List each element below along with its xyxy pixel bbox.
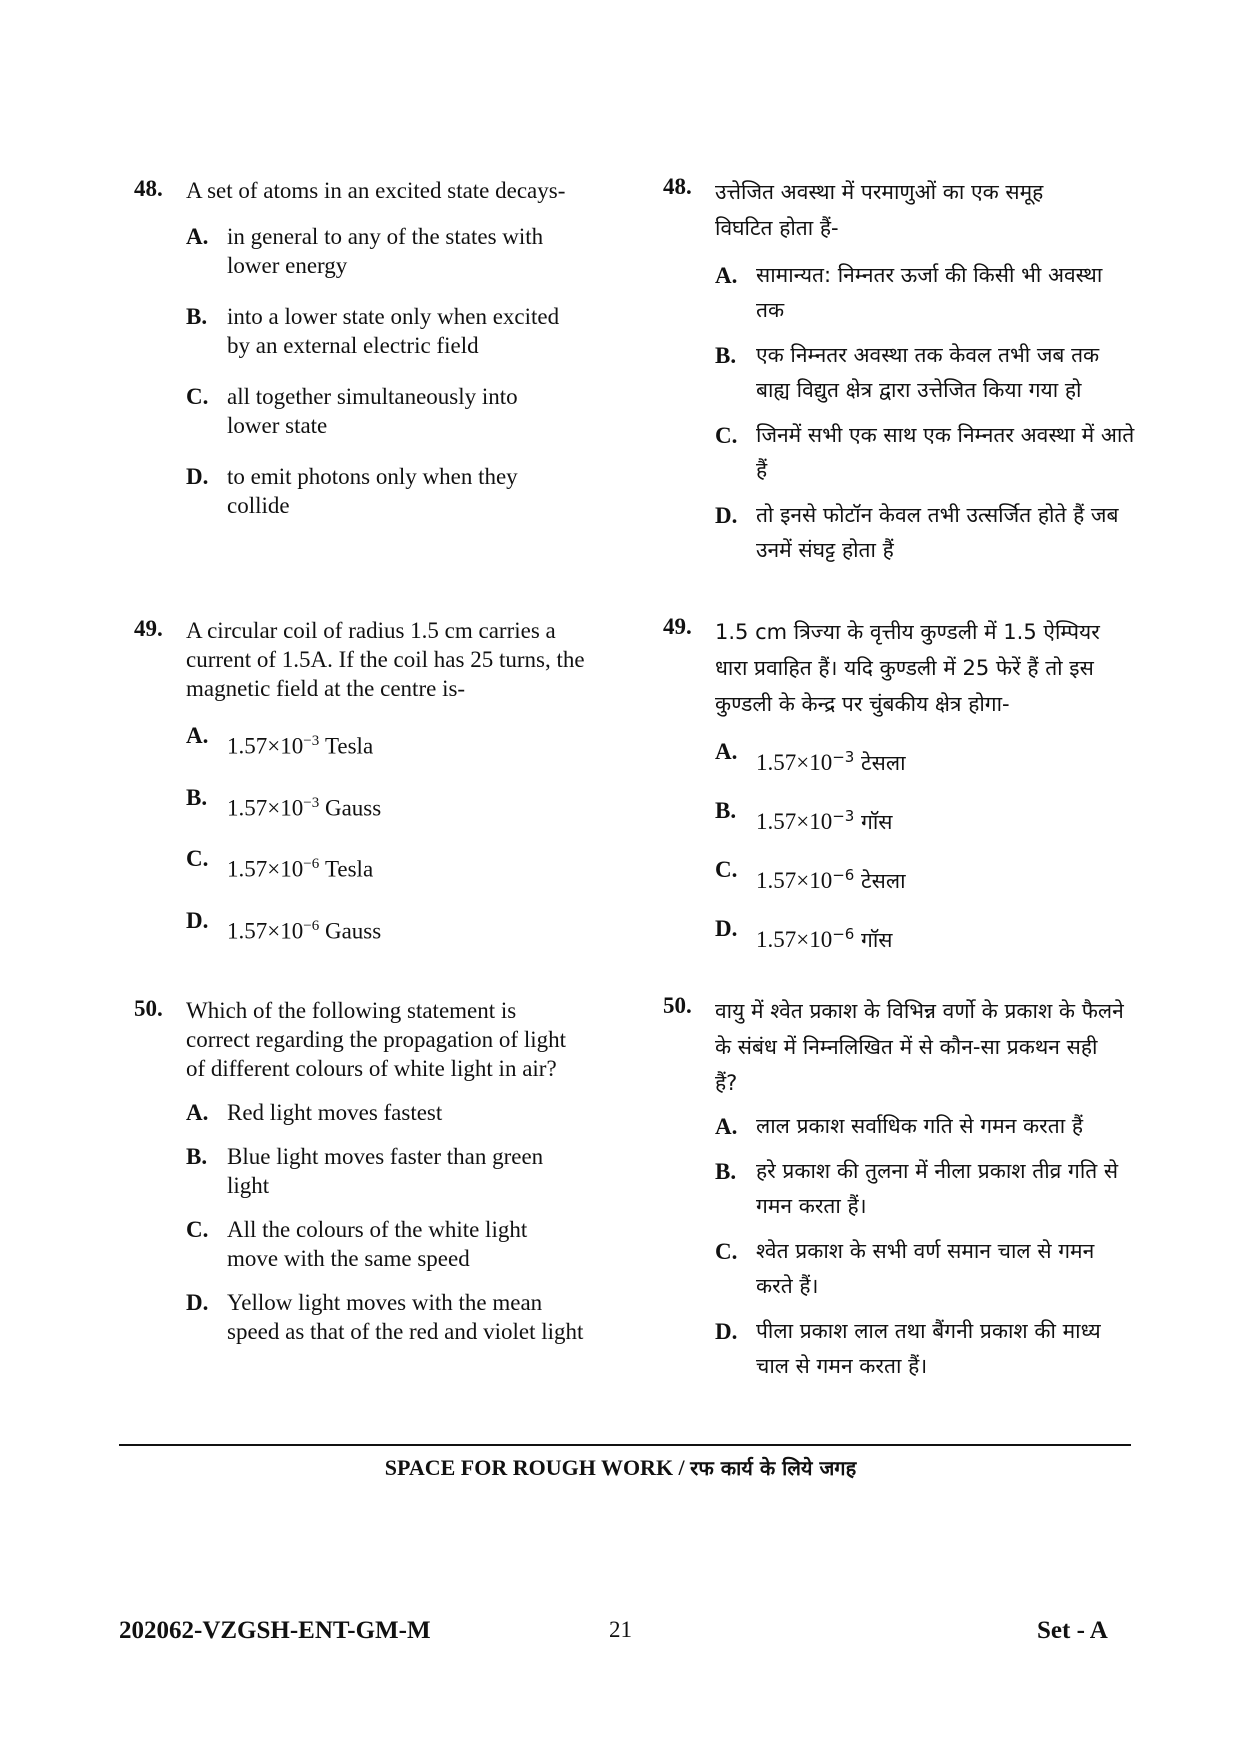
option-d: D. Yellow light moves with the mean speed as that of the red and violet light	[186, 1290, 584, 1344]
paper-code: 202062-VZGSH-ENT-GM-M	[119, 1617, 431, 1644]
question-text: 1.5 cm त्रिज्या के वृत्तीय कुण्डली में 1.5 ऐम्पियर धारा प्रवाहित हैं। यदि कुण्डली में 25 फेरें हैं तो इस कुण्डली के केन्द्र पर चुंबकीय क्षेत्र होगा-	[715, 620, 1100, 716]
question-number: 49.	[663, 614, 692, 639]
option-b: B. Blue light moves faster than green light	[186, 1144, 544, 1198]
rough-work-divider	[119, 1444, 1131, 1446]
option-c: C. $1.57\times 10^{-6}$ टेसला	[715, 857, 906, 893]
option-c: C. $1.57\times 10^{-6}$ Tesla	[186, 846, 374, 882]
option-d: D. to emit photons only when they collide	[186, 464, 518, 518]
question-number: 49.	[134, 616, 163, 641]
question-number: 50.	[134, 996, 163, 1021]
question-49-hi	[663, 614, 1133, 958]
option-a: A. in general to any of the states with lower energy	[186, 224, 544, 278]
question-48-hi	[663, 174, 1133, 568]
option-c: C. जिनमें सभी एक साथ एक निम्नतर अवस्था में आते हैं	[715, 423, 1135, 482]
option-b: B. एक निम्नतर अवस्था तक केवल तभी जब तक बाह्य विद्युत क्षेत्र द्वारा उत्तेजित किया गया हो	[715, 343, 1100, 402]
option-b: B. into a lower state only when excited by an external electric field	[186, 304, 560, 358]
question-number: 48.	[663, 174, 692, 199]
set-label: Set - A	[1037, 1617, 1108, 1644]
option-d: D. तो इनसे फोटॉन केवल तभी उत्सर्जित होते हैं जब उनमें संघट्ट होता हैं	[715, 503, 1119, 562]
question-48-en	[134, 176, 564, 520]
question-number: 50.	[663, 993, 692, 1018]
option-a: A. $1.57\times 10^{-3}$ Tesla	[186, 723, 374, 759]
option-a: A. सामान्यत: निम्नतर ऊर्जा की किसी भी अवस्था तक	[715, 263, 1103, 322]
option-a: A. Red light moves fastest	[186, 1100, 443, 1125]
option-b: B. $1.57\times 10^{-3}$ गॉस	[715, 798, 893, 834]
option-a: A. $1.57\times 10^{-3}$ टेसला	[715, 739, 906, 775]
question-50-en	[134, 996, 584, 1346]
question-text: वायु में श्वेत प्रकाश के विभिन्न वर्णो के प्रकाश के फैलने के संबंध में निम्नलिखित में से कौन-सा प्रकथन सही हैं?	[715, 999, 1124, 1095]
question-text: उत्तेजित अवस्था में परमाणुओं का एक समूह विघटित होता हैं-	[715, 180, 1044, 240]
option-b: B. $1.57\times 10^{-3}$ Gauss	[186, 784, 382, 821]
option-c: C. श्वेत प्रकाश के सभी वर्ण समान चाल से गमन करते हैं।	[715, 1239, 1095, 1298]
option-a: A. लाल प्रकाश सर्वाधिक गति से गमन करता हैं	[715, 1114, 1083, 1139]
question-text: A circular coil of radius 1.5 cm carries a current of 1.5A. If the coil has 25 turns, the magnetic field at the centre is-	[186, 618, 585, 701]
question-number: 48.	[134, 176, 163, 201]
option-b: B. हरे प्रकाश की तुलना में नीला प्रकाश तीव्र गति से गमन करता हैं।	[715, 1159, 1119, 1218]
option-c: C. All the colours of the white light move with the same speed	[186, 1217, 528, 1271]
option-c: C. all together simultaneously into lower state	[186, 384, 518, 438]
question-50-hi	[663, 993, 1133, 1384]
question-text: Which of the following statement is correct regarding the propagation of light of different colours of white light in air?	[186, 998, 566, 1081]
question-text: A set of atoms in an excited state decays-	[186, 178, 566, 203]
page-number: 21	[609, 1617, 632, 1642]
option-d: D. $1.57\times 10^{-6}$ Gauss	[186, 907, 382, 944]
option-d: D. पीला प्रकाश लाल तथा बैंगनी प्रकाश की माध्य चाल से गमन करता हैं।	[715, 1319, 1101, 1378]
question-49-en	[134, 616, 585, 946]
rough-work-label: SPACE FOR ROUGH WORK / रफ कार्य के लिये जगह	[384, 1455, 857, 1480]
option-d: D. $1.57\times 10^{-6}$ गॉस	[715, 916, 893, 952]
